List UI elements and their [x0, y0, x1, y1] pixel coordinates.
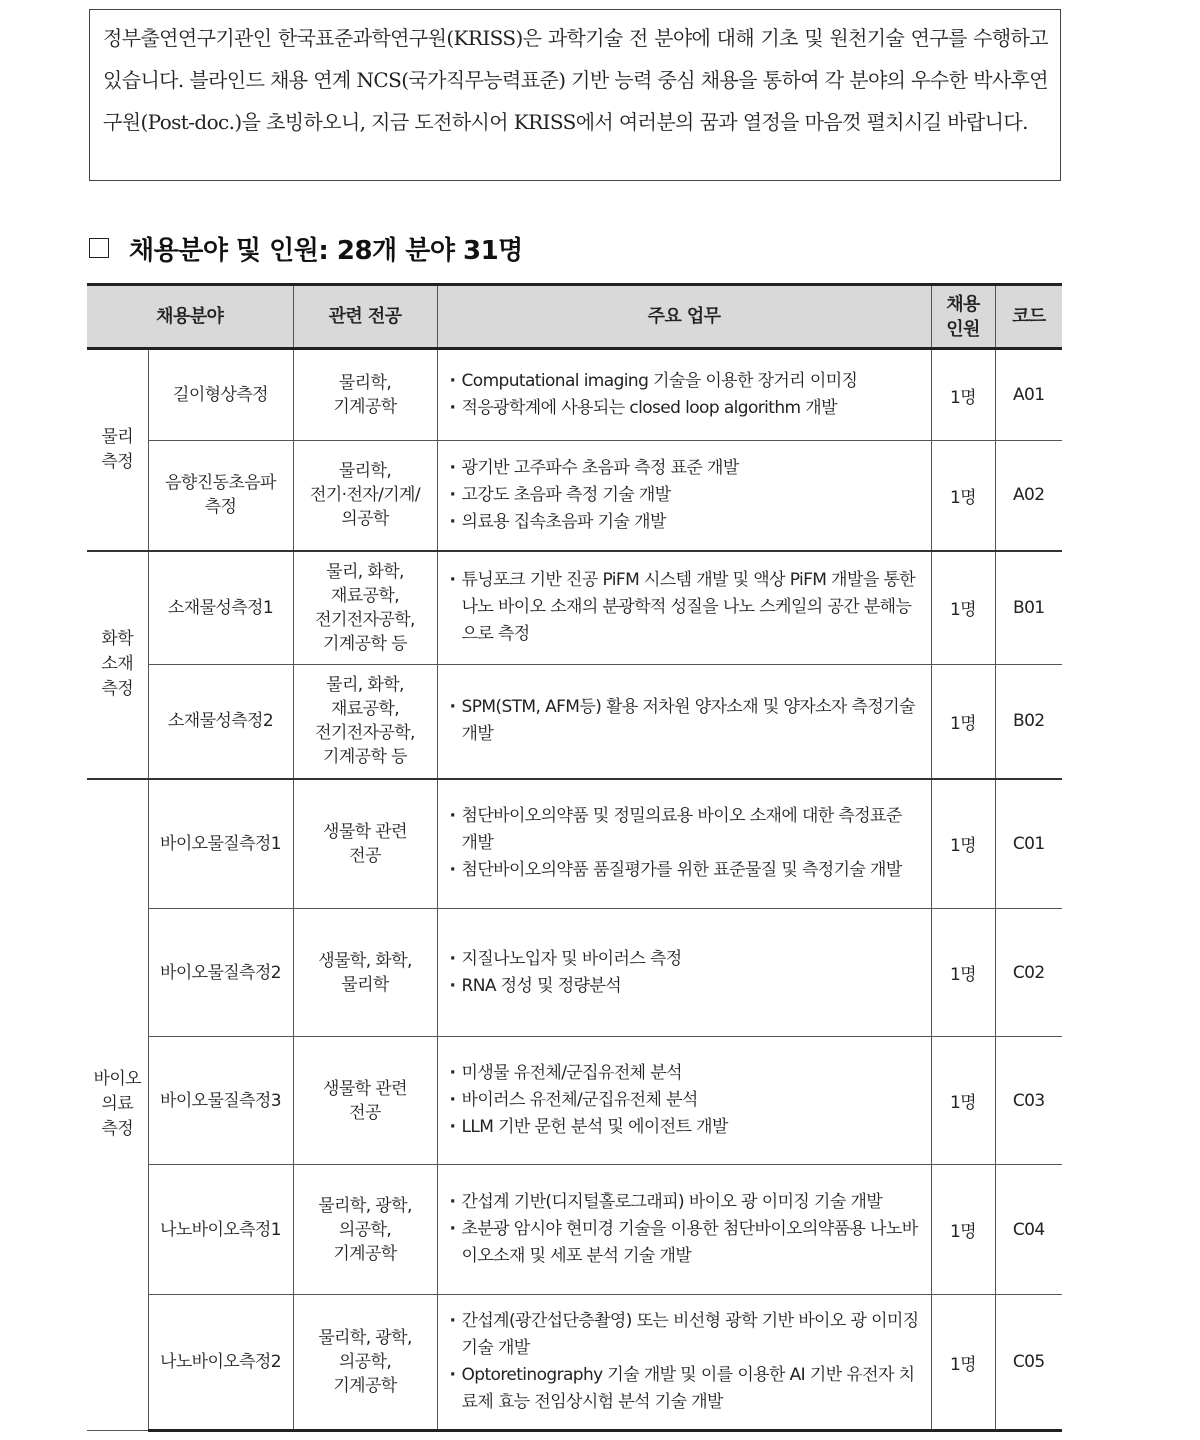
header-field: 채용분야: [87, 285, 293, 349]
major-cell: 생물학, 화학, 물리학: [293, 909, 437, 1037]
table-row: [87, 551, 1062, 665]
duties-cell: [437, 551, 931, 665]
duty-item: · 고강도 초음파 측정 기술 개발: [448, 482, 921, 509]
field-cell: 길이형상측정: [148, 349, 293, 441]
major-cell: 물리학, 전기·전자/기계/ 의공학: [293, 441, 437, 551]
field-cell: 바이오물질측정3: [148, 1037, 293, 1165]
table-header-row: [87, 285, 1062, 349]
count-cell: 1명: [931, 1295, 995, 1431]
code-cell: A01: [995, 349, 1062, 441]
code-cell: B02: [995, 665, 1062, 779]
intro-paragraph: 정부출연연구기관인 한국표준과학연구원(KRISS)은 과학기술 전 분야에 대해 기초 및 원천기술 연구를 수행하고 있습니다. 블라인드 채용 연계 NCS(국가직무능력표준) 기반 능력 중심 채용을 통하여 각 분야의 우수한 박사후연구원(Post-doc.)을 초빙하오니, 지금 도전하시어 KRISS에서 여러분의 꿈과 열정을 마음껏 펼치시길 바랍니다.: [89, 9, 1061, 181]
table-row: [87, 441, 1062, 551]
count-cell: 1명: [931, 551, 995, 665]
duty-item: · 광기반 고주파수 초음파 측정 표준 개발: [448, 455, 921, 482]
major-cell: 물리, 화학, 재료공학, 전기전자공학, 기계공학 등: [293, 665, 437, 779]
duty-item: · 튜닝포크 기반 진공 PiFM 시스템 개발 및 액상 PiFM 개발을 통한 나노 바이오 소재의 분광학적 성질을 나노 스케일의 공간 분해능으로 측정: [448, 567, 921, 648]
code-cell: C03: [995, 1037, 1062, 1165]
table-row: [87, 909, 1062, 1037]
count-cell: 1명: [931, 909, 995, 1037]
duty-item: · 의료용 집속초음파 기술 개발: [448, 509, 921, 536]
checkbox-square-icon: [89, 238, 109, 258]
header-code: 코드: [995, 285, 1062, 349]
duties-cell: [437, 1165, 931, 1295]
duties-cell: [437, 665, 931, 779]
code-cell: C02: [995, 909, 1062, 1037]
table-row: [87, 779, 1062, 909]
header-duties: 주요 업무: [437, 285, 931, 349]
major-cell: 물리학, 기계공학: [293, 349, 437, 441]
header-major: 관련 전공: [293, 285, 437, 349]
duty-item: · 적응광학계에 사용되는 closed loop algorithm 개발: [448, 395, 921, 422]
duties-cell: [437, 1037, 931, 1165]
major-cell: 물리학, 광학, 의공학, 기계공학: [293, 1295, 437, 1431]
field-cell: 소재물성측정1: [148, 551, 293, 665]
count-cell: 1명: [931, 349, 995, 441]
recruitment-table: [87, 283, 1062, 1432]
field-cell: 음향진동초음파 측정: [148, 441, 293, 551]
code-cell: C04: [995, 1165, 1062, 1295]
major-cell: 생물학 관련 전공: [293, 1037, 437, 1165]
table-row: [87, 1295, 1062, 1431]
duty-item: · LLM 기반 문헌 분석 및 에이전트 개발: [448, 1114, 921, 1141]
duty-item: · 첨단바이오의약품 품질평가를 위한 표준물질 및 측정기술 개발: [448, 857, 921, 884]
table-row: [87, 1037, 1062, 1165]
field-cell: 나노바이오측정1: [148, 1165, 293, 1295]
field-cell: 바이오물질측정1: [148, 779, 293, 909]
major-cell: 생물학 관련 전공: [293, 779, 437, 909]
table-row: [87, 349, 1062, 441]
field-cell: 바이오물질측정2: [148, 909, 293, 1037]
code-cell: C01: [995, 779, 1062, 909]
duty-item: · SPM(STM, AFM등) 활용 저차원 양자소재 및 양자소자 측정기술 개발: [448, 694, 921, 748]
category-bio: 바이오 의료 측정: [87, 779, 148, 1431]
duty-item: · Optoretinography 기술 개발 및 이를 이용한 AI 기반 유전자 치료제 효능 전임상시험 분석 기술 개발: [448, 1362, 921, 1416]
count-cell: 1명: [931, 1037, 995, 1165]
code-cell: B01: [995, 551, 1062, 665]
code-cell: A02: [995, 441, 1062, 551]
duty-item: · RNA 정성 및 정량분석: [448, 973, 921, 1000]
duty-item: · 지질나노입자 및 바이러스 측정: [448, 946, 921, 973]
duty-item: · 미생물 유전체/군집유전체 분석: [448, 1060, 921, 1087]
duties-cell: [437, 1295, 931, 1431]
count-cell: 1명: [931, 1165, 995, 1295]
duties-cell: [437, 441, 931, 551]
major-cell: 물리학, 광학, 의공학, 기계공학: [293, 1165, 437, 1295]
duties-cell: [437, 779, 931, 909]
section-heading: [89, 228, 523, 268]
duty-item: · 바이러스 유전체/군집유전체 분석: [448, 1087, 921, 1114]
count-cell: 1명: [931, 665, 995, 779]
duties-cell: [437, 909, 931, 1037]
duty-item: · 첨단바이오의약품 및 정밀의료용 바이오 소재에 대한 측정표준 개발: [448, 803, 921, 857]
field-cell: 나노바이오측정2: [148, 1295, 293, 1431]
field-cell: 소재물성측정2: [148, 665, 293, 779]
header-count: 채용 인원: [931, 285, 995, 349]
section-heading-text: 채용분야 및 인원: 28개 분야 31명: [129, 235, 523, 266]
category-physics: 물리 측정: [87, 349, 148, 551]
major-cell: 물리, 화학, 재료공학, 전기전자공학, 기계공학 등: [293, 551, 437, 665]
duty-item: · 간섭계(광간섭단층촬영) 또는 비선형 광학 기반 바이오 광 이미징 기술 개발: [448, 1308, 921, 1362]
category-chemistry: 화학 소재 측정: [87, 551, 148, 779]
table-row: [87, 665, 1062, 779]
duty-item: · 초분광 암시야 현미경 기술을 이용한 첨단바이오의약품용 나노바이오소재 및 세포 분석 기술 개발: [448, 1216, 921, 1270]
duties-cell: [437, 349, 931, 441]
count-cell: 1명: [931, 779, 995, 909]
duty-item: · Computational imaging 기술을 이용한 장거리 이미징: [448, 368, 921, 395]
code-cell: C05: [995, 1295, 1062, 1431]
table-row: [87, 1165, 1062, 1295]
count-cell: 1명: [931, 441, 995, 551]
duty-item: · 간섭계 기반(디지털홀로그래피) 바이오 광 이미징 기술 개발: [448, 1189, 921, 1216]
